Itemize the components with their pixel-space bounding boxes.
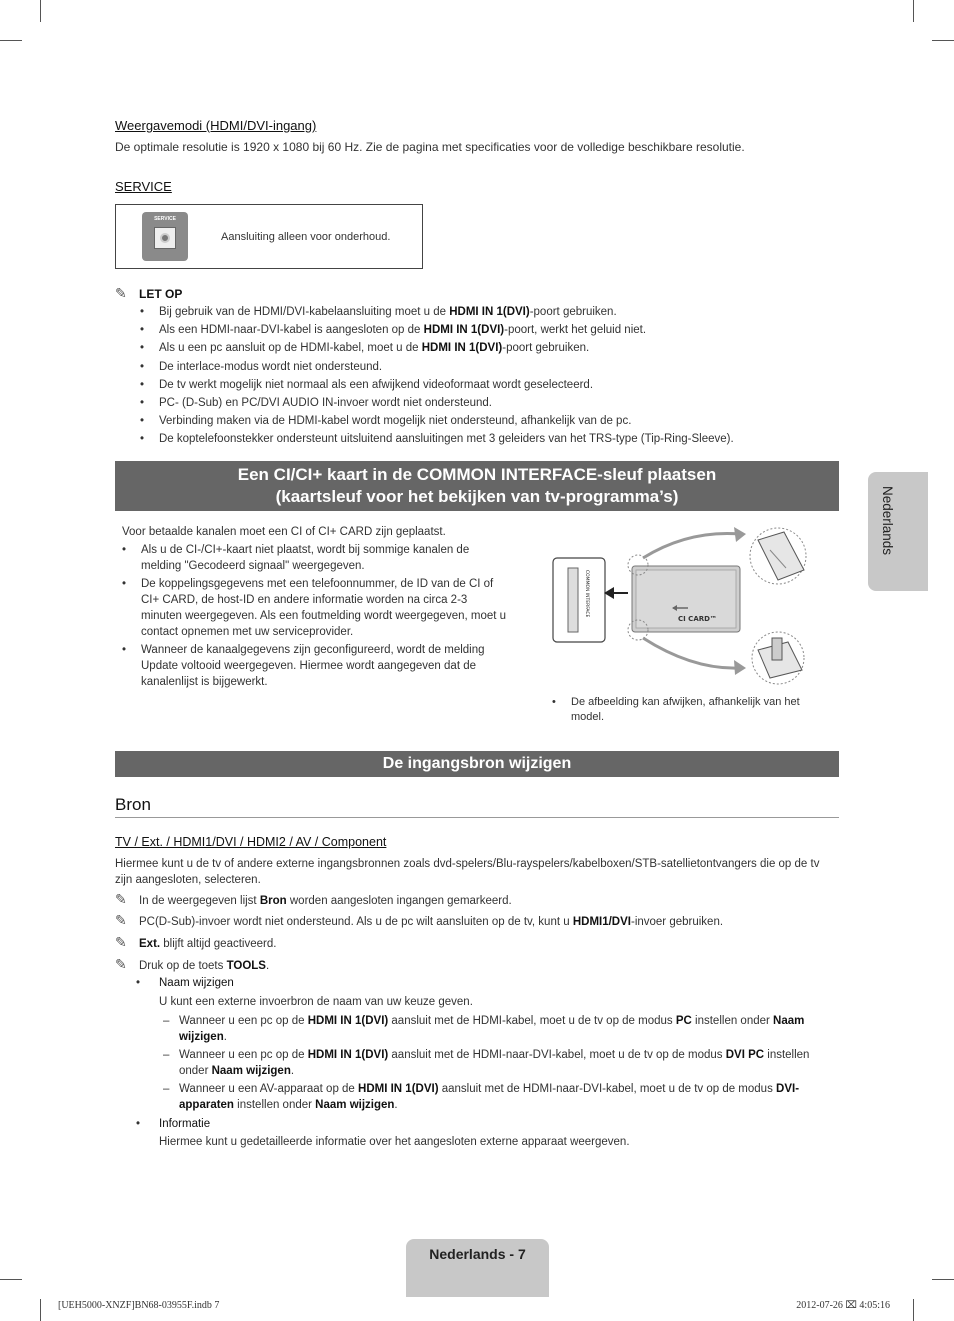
let-op-item: • Bij gebruik van de HDMI/DVI-kabelaansluiting moet u de HDMI IN 1(DVI)-poort gebruiken. <box>115 304 839 320</box>
note-pencil-icon: ✎ <box>115 934 127 950</box>
ci-card-label: CI CARD™ <box>678 615 717 623</box>
ci-item: • Als u de CI-/CI+-kaart niet plaatst, wordt bij sommige kanalen de melding "Gecodeerd signaal" weergegeven. <box>97 542 507 574</box>
crop-mark <box>40 0 41 22</box>
note-pencil-icon: ✎ <box>115 285 127 301</box>
ci-section-title <box>115 461 839 511</box>
source-note-1: ✎ In de weergegeven lijst Bron worden aangesloten ingangen gemarkeerd. <box>115 891 512 907</box>
note-pencil-icon: ✎ <box>115 956 127 972</box>
info-label: Informatie <box>159 1118 211 1130</box>
source-note-4: ✎ Druk op de toets TOOLS. <box>115 956 270 972</box>
ci-image-note-text: • De afbeelding kan afwijken, afhankelijk van het model. <box>527 695 817 725</box>
source-list-heading: TV / Ext. / HDMI1/DVI / HDMI2 / AV / Component <box>115 835 387 849</box>
let-op-list <box>115 304 839 450</box>
crop-mark <box>932 40 954 41</box>
ci-title-line1: Een CI/CI+ kaart in de COMMON INTERFACE-sleuf plaatsen <box>237 465 717 484</box>
crop-mark <box>913 1299 914 1321</box>
source-intro: Hiermee kunt u de tv of andere externe ingangsbronnen zoals dvd-spelers/Blu-rayspelers/kabelboxen/STB-satellietontvangers die op de tv zijn aangesloten, selecteren. <box>115 858 820 886</box>
ci-title-line2: (kaartsleuf voor het bekijken van tv-programma’s) <box>275 487 679 506</box>
crop-mark <box>0 40 22 41</box>
let-op-item: • Verbinding maken via de HDMI-kabel wordt mogelijk niet ondersteund, afhankelijk van de pc. <box>115 413 839 429</box>
divider <box>115 817 839 818</box>
let-op-item: • De interlace-modus wordt niet ondersteund. <box>115 359 839 375</box>
note-pencil-icon: ✎ <box>115 891 127 907</box>
info-desc: Hiermee kunt u gedetailleerde informatie over het aangesloten externe apparaat weergeven. <box>159 1136 630 1148</box>
let-op-item: • De tv werkt mogelijk niet normaal als een afwijkend videoformaat wordt geselecteerd. <box>115 377 839 393</box>
ci-item: • Wanneer de kanaalgegevens zijn geconfigureerd, wordt de melding Update voltooid weergegeven. Hiermee wordt aangegeven dat de kanalenlijst is bijgewerkt. <box>97 642 507 690</box>
crop-mark <box>932 1279 954 1280</box>
let-op-item: • Als u een pc aansluit op de HDMI-kabel, moet u de HDMI IN 1(DVI)-poort gebruiken. <box>115 340 839 356</box>
footer-file: [UEH5000-XNZF]BN68-03955F.indb 7 <box>58 1300 220 1311</box>
crop-mark <box>40 1299 41 1321</box>
note-pencil-icon: ✎ <box>115 912 127 928</box>
source-note-2: ✎ PC(D-Sub)-invoer wordt niet ondersteund. Als u de pc wilt aansluiten op de tv, kunt u HDMI1/DVI-invoer gebruiken. <box>115 912 724 928</box>
ci-item: • De koppelingsgegevens met een telefoonnummer, de ID van de CI of CI+ CARD, de host-ID en andere informatie worden na circa 2-3 minuten weergegeven. Als een foutmelding wordt weergegeven, moet u contact opnemen met uw serviceprovider. <box>97 576 507 640</box>
ci-intro: Voor betaalde kanalen moet een CI of CI+ CARD zijn geplaatst. <box>122 526 446 538</box>
rename-dash-2: – Wanneer u een pc op de HDMI IN 1(DVI) aansluit met de HDMI-naar-DVI-kabel, moet u de tv op de modus DVI PC instellen onder Naam wijzigen. <box>115 1047 839 1079</box>
rename-dash-1: – Wanneer u een pc op de HDMI IN 1(DVI) aansluit met de HDMI-kabel, moet u de tv op de modus PC instellen onder Naam wijzigen. <box>115 1013 839 1045</box>
display-modes-heading: Weergavemodi (HDMI/DVI-ingang) <box>115 118 317 133</box>
rename-block <box>115 975 839 1150</box>
let-op-item: • PC- (D-Sub) en PC/DVI AUDIO IN-invoer wordt niet ondersteund. <box>115 395 839 411</box>
ci-slot-panel <box>553 558 605 642</box>
rename-desc: U kunt een externe invoerbron de naam van uw keuze geven. <box>159 996 473 1008</box>
side-tab-label: Nederlands <box>880 486 895 556</box>
crop-mark <box>0 1279 22 1280</box>
let-op-heading-row <box>115 285 182 302</box>
crop-mark <box>913 0 914 22</box>
bron-subtitle: Bron <box>115 795 151 814</box>
service-box <box>115 204 423 269</box>
let-op-item: • De koptelefoonstekker ondersteunt uitsluitend aansluitingen met 3 geleiders van het TRS-type (Tip-Ring-Sleeve). <box>115 431 839 447</box>
source-note-3: ✎ Ext. blijft altijd geactiveerd. <box>115 934 277 950</box>
ci-card-illustration <box>548 520 814 692</box>
service-description: Aansluiting alleen voor onderhoud. <box>221 231 391 243</box>
rename-label: Naam wijzigen <box>159 977 234 989</box>
ci-list <box>97 542 507 692</box>
service-port-label: SERVICE <box>154 216 176 222</box>
ci-slot-text: COMMON INTERFACE <box>584 570 589 618</box>
let-op-heading: LET OP <box>139 287 183 301</box>
service-port-icon <box>142 212 188 261</box>
footer-timestamp: 2012-07-26 ⌧ 4:05:16 <box>796 1300 890 1311</box>
ci-slot <box>568 568 578 632</box>
service-heading: SERVICE <box>115 179 172 194</box>
rename-dash-3: – Wanneer u een AV-apparaat op de HDMI IN 1(DVI) aansluit met de HDMI-naar-DVI-kabel, moet u de tv op de modus DVI-apparaten instellen onder Naam wijzigen. <box>115 1081 839 1113</box>
page-number-label: Nederlands - 7 <box>406 1239 549 1297</box>
display-modes-text: De optimale resolutie is 1920 x 1080 bij 60 Hz. Zie de pagina met specificaties voor de volledige beschikbare resolutie. <box>115 140 745 154</box>
language-side-tab <box>868 472 928 591</box>
let-op-item: • Als een HDMI-naar-DVI-kabel is aangesloten op de HDMI IN 1(DVI)-poort, werkt het geluid niet. <box>115 322 839 338</box>
ci-image-note <box>527 695 817 725</box>
source-section-title: De ingangsbron wijzigen <box>115 751 839 777</box>
